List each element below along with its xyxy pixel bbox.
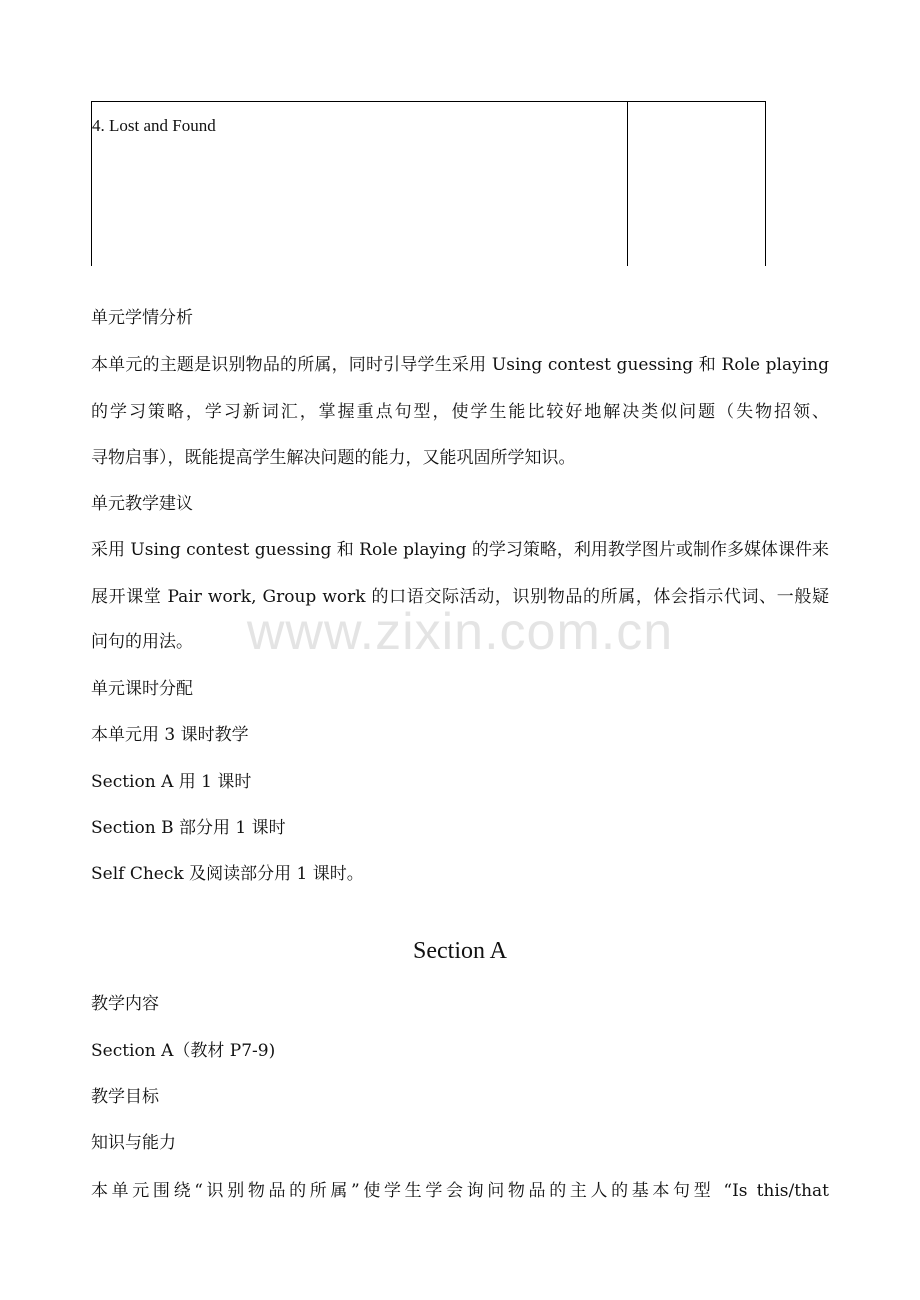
advice-paragraph-line-3: 问句的用法。 bbox=[91, 632, 193, 652]
hours-line-3: Section B 部分用 1 课时 bbox=[91, 818, 286, 838]
analysis-heading: 单元学情分析 bbox=[91, 308, 193, 328]
hours-line-2: Section A 用 1 课时 bbox=[91, 772, 252, 792]
content-line-1: Section A（教材 P7-9) bbox=[91, 1041, 276, 1061]
analysis-paragraph-line-1: 本单元的主题是识别物品的所属，同时引导学生采用 Using contest guessing 和 Role playing bbox=[91, 355, 829, 375]
content-heading: 教学内容 bbox=[91, 994, 159, 1014]
table-cell-title: 4. Lost and Found bbox=[92, 116, 216, 135]
advice-paragraph-line-2: 展开课堂 Pair work, Group work 的口语交际活动，识别物品的所属，体会指示代词、一般疑 bbox=[91, 587, 829, 607]
lesson-table bbox=[91, 101, 766, 266]
table-column-divider bbox=[627, 102, 628, 266]
hours-heading: 单元课时分配 bbox=[91, 679, 193, 699]
hours-line-1: 本单元用 3 课时教学 bbox=[91, 725, 249, 745]
watermark: www.zixin.com.cn bbox=[246, 603, 674, 661]
section-a-heading: Section A bbox=[413, 938, 507, 964]
advice-heading: 单元教学建议 bbox=[91, 494, 193, 514]
ability-paragraph-line-1: 本单元围绕“识别物品的所属”使学生学会询问物品的主人的基本句型 “Is this/that bbox=[91, 1181, 829, 1201]
goal-heading: 教学目标 bbox=[91, 1087, 159, 1107]
analysis-paragraph-line-3: 寻物启事），既能提高学生解决问题的能力，又能巩固所学知识。 bbox=[91, 448, 576, 468]
advice-paragraph-line-1: 采用 Using contest guessing 和 Role playing 的学习策略，利用教学图片或制作多媒体课件来 bbox=[91, 540, 829, 560]
analysis-paragraph-line-2: 的学习策略，学习新词汇，掌握重点句型，使学生能比较好地解决类似问题（失物招领、 bbox=[91, 402, 829, 422]
ability-heading: 知识与能力 bbox=[91, 1133, 176, 1153]
hours-line-4: Self Check 及阅读部分用 1 课时。 bbox=[91, 864, 364, 884]
